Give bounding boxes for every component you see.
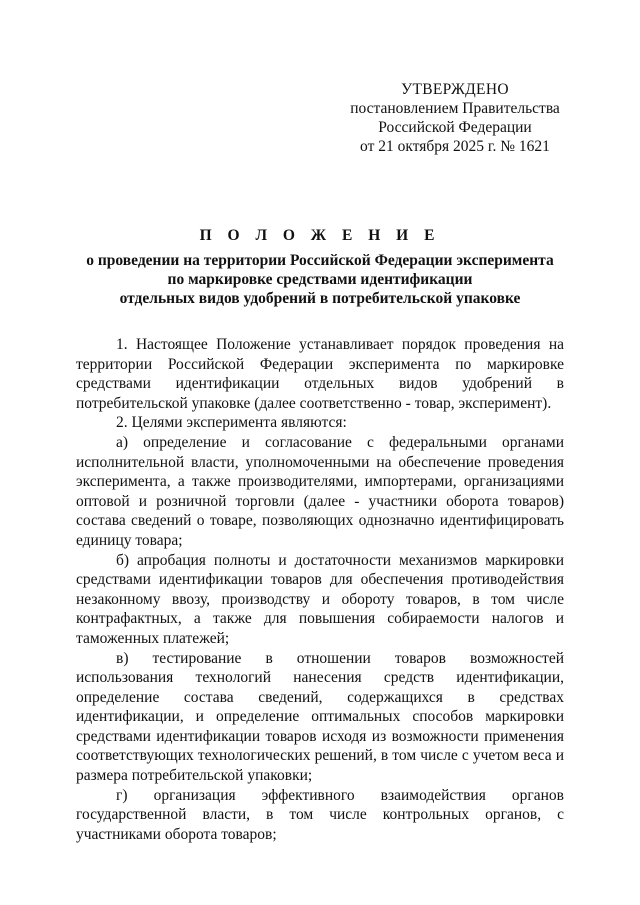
paragraph-2: 2. Целями эксперимента являются: — [116, 414, 347, 432]
document-title — [60, 226, 580, 308]
title-main: П О Л О Ж Е Н И Е — [199, 227, 441, 244]
approval-line-government: Российской Федерации — [378, 119, 532, 136]
document-body — [76, 335, 564, 844]
approval-stamp — [345, 80, 565, 156]
title-line-3: отдельных видов удобрений в потребительской упаковке — [119, 290, 521, 307]
paragraph-2b: б) апробация полноты и достаточности механизмов маркировки средствами идентификации товаров для обеспечения противодействия незаконному ввозу, производству и обороту товаров, в том числе контрафактных, а также для повышения собираемости налогов и таможенных платежей; — [76, 551, 564, 647]
approval-line-date: от 21 октября 2025 г. № 1621 — [360, 138, 550, 155]
paragraph-2a: а) определение и согласование с федеральными органами исполнительной власти, уполномоченными на обеспечение проведения эксперимента, а также производителями, импортерами, организациями оптовой и розничной торговли (далее - участники оборота товаров) состава сведений о товаре, позволяющих однозначно идентифицировать единицу товара; — [76, 433, 564, 549]
title-line-1: о проведении на территории Российской Федерации эксперимента — [86, 252, 554, 269]
approval-heading: УТВЕРЖДЕНО — [401, 81, 509, 98]
paragraph-1: 1. Настоящее Положение устанавливает порядок проведения на территории Российской Федерации эксперимента по маркировке средствами идентификации отдельных видов удобрений в потребительской упаковке (далее соответственно - товар, эксперимент). — [76, 336, 564, 412]
title-line-2: по маркировке средствами идентификации — [167, 271, 473, 288]
paragraph-2g: г) организация эффективного взаимодействия органов государственной власти, в том числе контрольных органов, с участниками оборота товаров; — [76, 786, 564, 843]
paragraph-2v: в) тестирование в отношении товаров возможностей использования технологий нанесения средств идентификации, определение состава сведений, содержащихся в средствах идентификации, и определение оптимальных способов маркировки средствами идентификации товаров исходя из возможности применения соответствующих технологических решений, в том числе с учетом веса и размера потребительской упаковки; — [76, 649, 564, 785]
approval-line-resolution: постановлением Правительства — [350, 100, 560, 117]
